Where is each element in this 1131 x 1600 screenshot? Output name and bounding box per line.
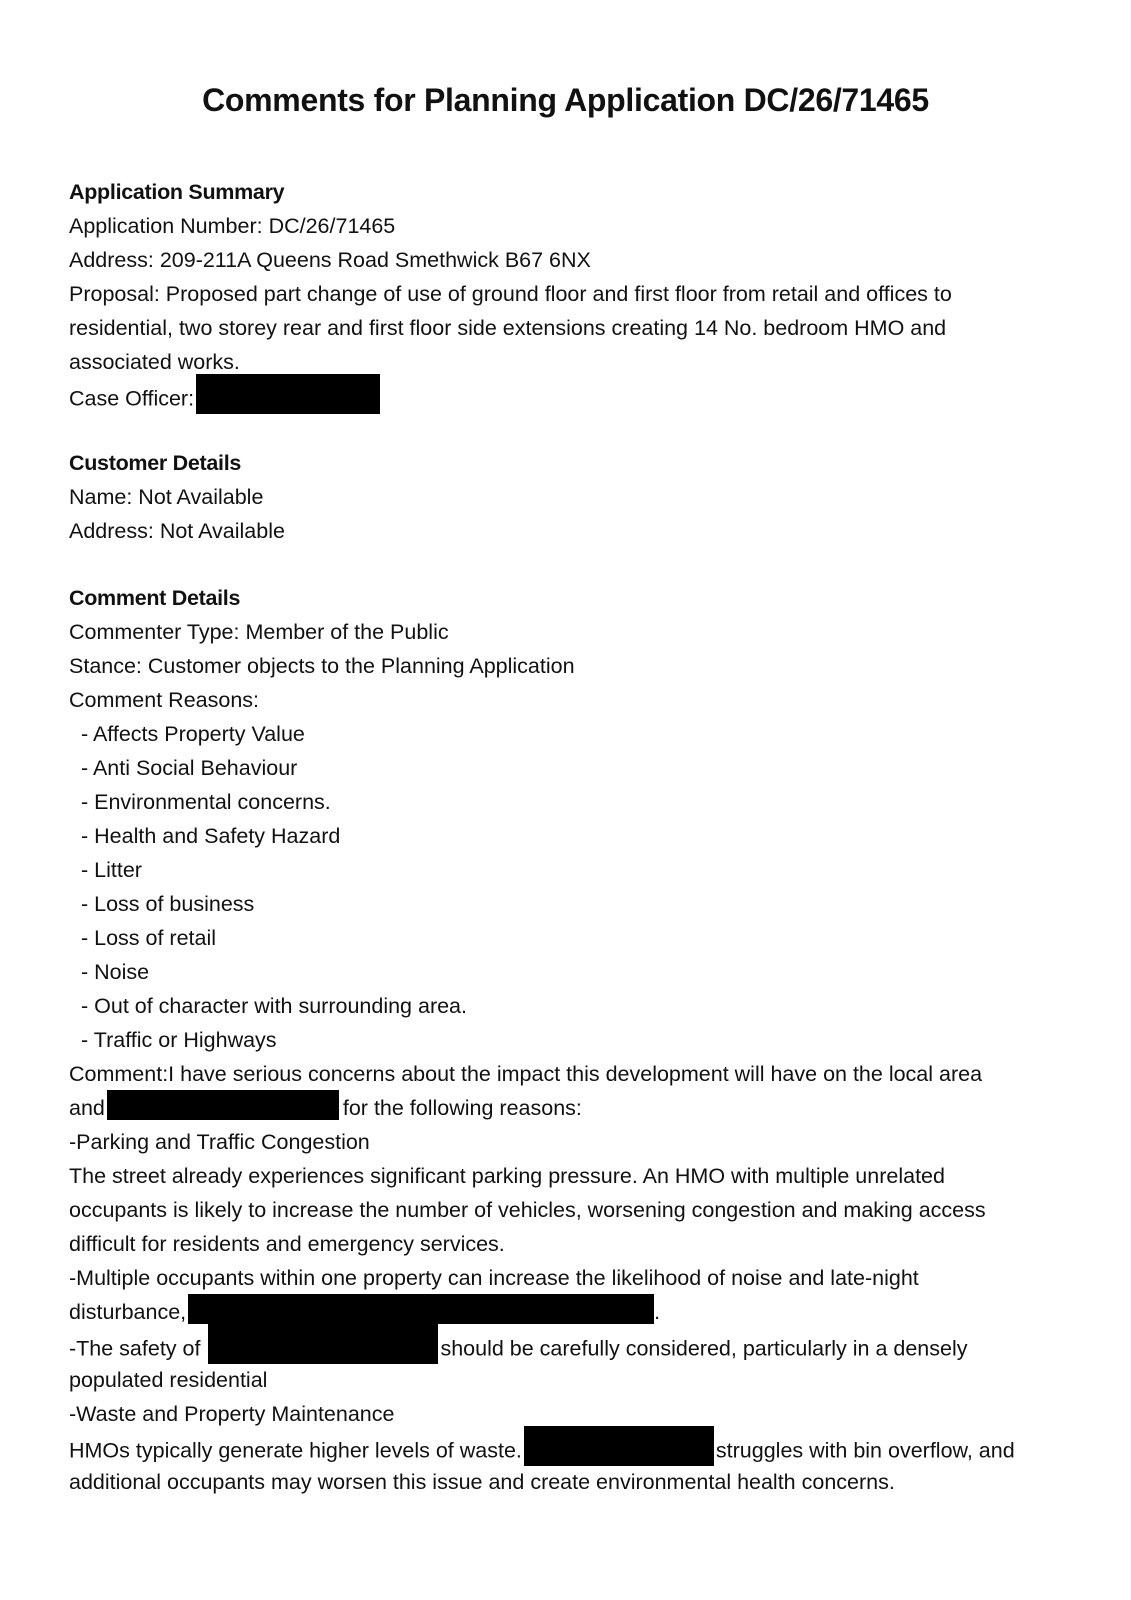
noise-text: disturbance, [69, 1300, 187, 1324]
waste-line-with-redaction [69, 1438, 1015, 1466]
application-number: Application Number: DC/26/71465 [69, 214, 396, 238]
application-summary-heading: Application Summary [69, 180, 285, 204]
comment-text: and [69, 1096, 105, 1120]
redaction-box [196, 374, 380, 414]
reason-item: - Health and Safety Hazard [81, 824, 341, 848]
reason-item: - Noise [81, 960, 150, 984]
commenter-type: Commenter Type: Member of the Public [69, 620, 449, 644]
proposal-line: associated works. [69, 350, 240, 374]
reason-item: - Traffic or Highways [81, 1028, 277, 1052]
noise-text: . [654, 1300, 661, 1324]
page-title: Comments for Planning Application DC/26/71465 [202, 82, 929, 118]
proposal-line: Proposal: Proposed part change of use of ground floor and first floor from retail and offices to [69, 282, 952, 306]
safety-line-with-redaction [69, 1336, 968, 1364]
noise-text: -Multiple occupants within one property can increase the likelihood of noise and late-night [69, 1266, 919, 1290]
reason-item: - Out of character with surrounding area. [81, 994, 467, 1018]
waste-heading: -Waste and Property Maintenance [69, 1402, 395, 1426]
redaction-box [524, 1426, 714, 1466]
safety-text: populated residential [69, 1368, 268, 1392]
reason-item: - Anti Social Behaviour [81, 756, 298, 780]
noise-line-with-redaction [69, 1302, 660, 1324]
reason-item: - Litter [81, 858, 142, 882]
safety-text: should be carefully considered, particularly in a densely [440, 1336, 968, 1361]
comment-line: Comment:I have serious concerns about the impact this development will have on the local area [69, 1062, 983, 1086]
customer-address: Address: Not Available [69, 519, 285, 543]
waste-text: HMOs typically generate higher levels of waste. [69, 1438, 522, 1463]
comment-details-heading: Comment Details [69, 586, 241, 610]
parking-text: difficult for residents and emergency services. [69, 1232, 505, 1256]
comment-reasons-label: Comment Reasons: [69, 688, 259, 712]
parking-text: occupants is likely to increase the number of vehicles, worsening congestion and making access [69, 1198, 986, 1222]
reason-item: - Environmental concerns. [81, 790, 331, 814]
reason-item: - Loss of retail [81, 926, 217, 950]
customer-details-heading: Customer Details [69, 451, 242, 475]
reason-item: - Affects Property Value [81, 722, 305, 746]
comment-line-with-redaction [69, 1098, 582, 1120]
waste-text: additional occupants may worsen this issue and create environmental health concerns. [69, 1470, 895, 1494]
redaction-box [107, 1090, 339, 1120]
case-officer-row [69, 386, 380, 414]
reason-item: - Loss of business [81, 892, 255, 916]
proposal-line: residential, two storey rear and first floor side extensions creating 14 No. bedroom HMO and [69, 316, 947, 340]
redaction-box [208, 1324, 438, 1364]
waste-text: struggles with bin overflow, and [715, 1438, 1015, 1463]
customer-name: Name: Not Available [69, 485, 264, 509]
application-address: Address: 209-211A Queens Road Smethwick B67 6NX [69, 248, 591, 272]
comment-text: for the following reasons: [342, 1096, 582, 1120]
redaction-box [188, 1294, 654, 1324]
case-officer-label: Case Officer: [69, 386, 195, 411]
stance: Stance: Customer objects to the Planning Application [69, 654, 575, 678]
parking-heading: -Parking and Traffic Congestion [69, 1130, 370, 1154]
parking-text: The street already experiences significant parking pressure. An HMO with multiple unrelated [69, 1164, 945, 1188]
safety-text: -The safety of [69, 1336, 201, 1361]
